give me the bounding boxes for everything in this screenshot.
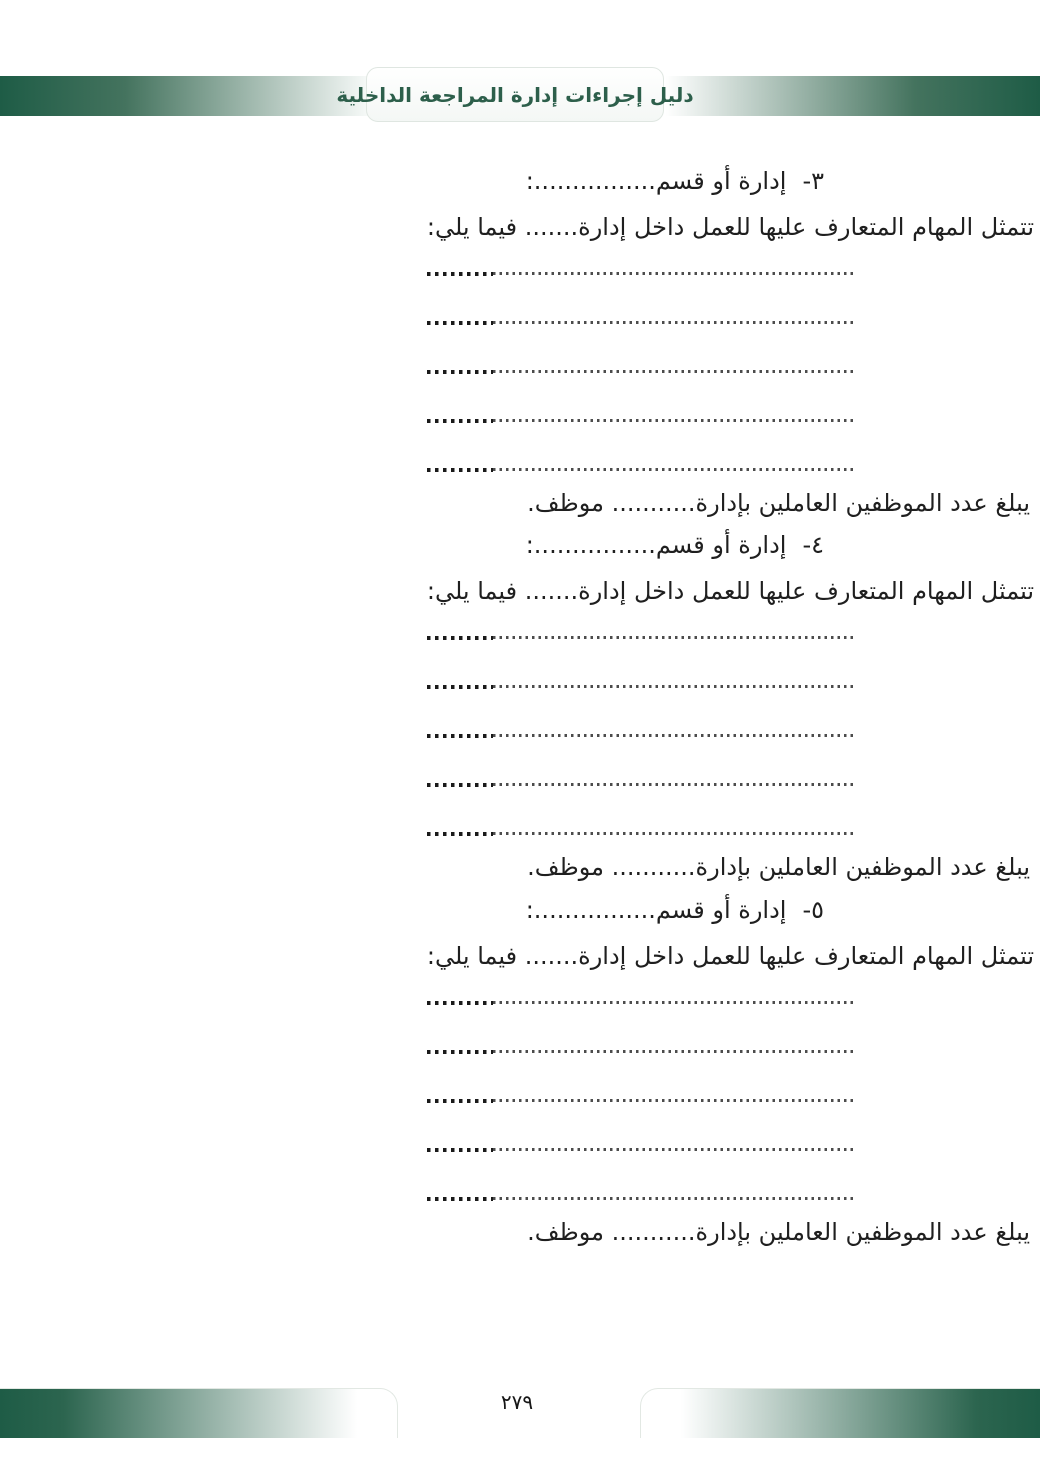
form-section-4 [0,532,1040,898]
dots-bold-segment [427,419,493,423]
item-label: إدارة أو قسم................: [525,167,787,195]
intro-text: تتمثل المهام المتعارف عليها للعمل داخل إدارة....... فيما يلي: [426,213,1034,241]
dots-fine-segment [493,1001,853,1004]
item-number: ٣- [802,167,824,195]
dots-fine-segment [493,636,853,639]
dots-bold-segment [427,832,493,836]
dotted-fill-area [427,168,853,534]
intro-text: تتمثل المهام المتعارف عليها للعمل داخل إدارة....... فيما يلي: [426,577,1034,605]
dots-bold-segment [427,1001,493,1005]
dots-bold-segment [427,1197,493,1201]
item-label: إدارة أو قسم................: [525,531,787,559]
dots-bold-segment [427,1099,493,1103]
item-number: ٤- [802,531,824,559]
dots-fine-segment [493,370,853,373]
page-number: ٢٧٩ [500,1390,534,1414]
dotted-fill-line [427,1147,853,1152]
dots-fine-segment [493,468,853,471]
form-section-3 [0,168,1040,534]
dotted-fill-line [427,1098,853,1103]
item-number: ٥- [802,896,824,924]
dots-bold-segment [427,272,493,276]
dots-fine-segment [493,1099,853,1102]
dotted-fill-line [427,635,853,640]
form-section-5 [0,897,1040,1263]
dotted-fill-line [427,271,853,276]
dots-fine-segment [493,832,853,835]
page-title: دليل إجراءات إدارة المراجعة الداخلية [336,82,694,107]
dots-bold-segment [427,468,493,472]
dotted-fill-line [427,831,853,836]
dots-fine-segment [493,1148,853,1151]
dots-bold-segment [427,321,493,325]
dotted-fill-line [427,684,853,689]
dotted-fill-line [427,369,853,374]
dotted-fill-area [427,532,853,898]
dotted-fill-line [427,1196,853,1201]
dotted-fill-line [427,733,853,738]
dots-fine-segment [493,272,853,275]
dots-fine-segment [493,321,853,324]
dotted-fill-line [427,467,853,472]
dots-fine-segment [493,419,853,422]
dots-fine-segment [493,734,853,737]
dots-fine-segment [493,1197,853,1200]
dots-bold-segment [427,1148,493,1152]
dots-bold-segment [427,734,493,738]
dotted-fill-line [427,320,853,325]
dots-bold-segment [427,636,493,640]
employee-count-text: يبلغ عدد الموظفين العاملين بإدارة........... موظف. [527,1218,1030,1246]
footer-band-left [0,1388,398,1438]
dots-fine-segment [493,1050,853,1053]
dots-bold-segment [427,1050,493,1054]
dotted-fill-line [427,782,853,787]
dotted-fill-area [427,897,853,1263]
item-label: إدارة أو قسم................: [525,896,787,924]
dots-fine-segment [493,783,853,786]
dotted-fill-line [427,1049,853,1054]
dots-bold-segment [427,370,493,374]
employee-count-text: يبلغ عدد الموظفين العاملين بإدارة........... موظف. [527,853,1030,881]
footer-band-right [640,1388,1040,1438]
dotted-fill-line [427,418,853,423]
dots-bold-segment [427,685,493,689]
header-tab [336,67,694,122]
dotted-fill-line [427,1000,853,1005]
employee-count-text: يبلغ عدد الموظفين العاملين بإدارة........... موظف. [527,489,1030,517]
dots-fine-segment [493,685,853,688]
intro-text: تتمثل المهام المتعارف عليها للعمل داخل إدارة....... فيما يلي: [426,942,1034,970]
dots-bold-segment [427,783,493,787]
